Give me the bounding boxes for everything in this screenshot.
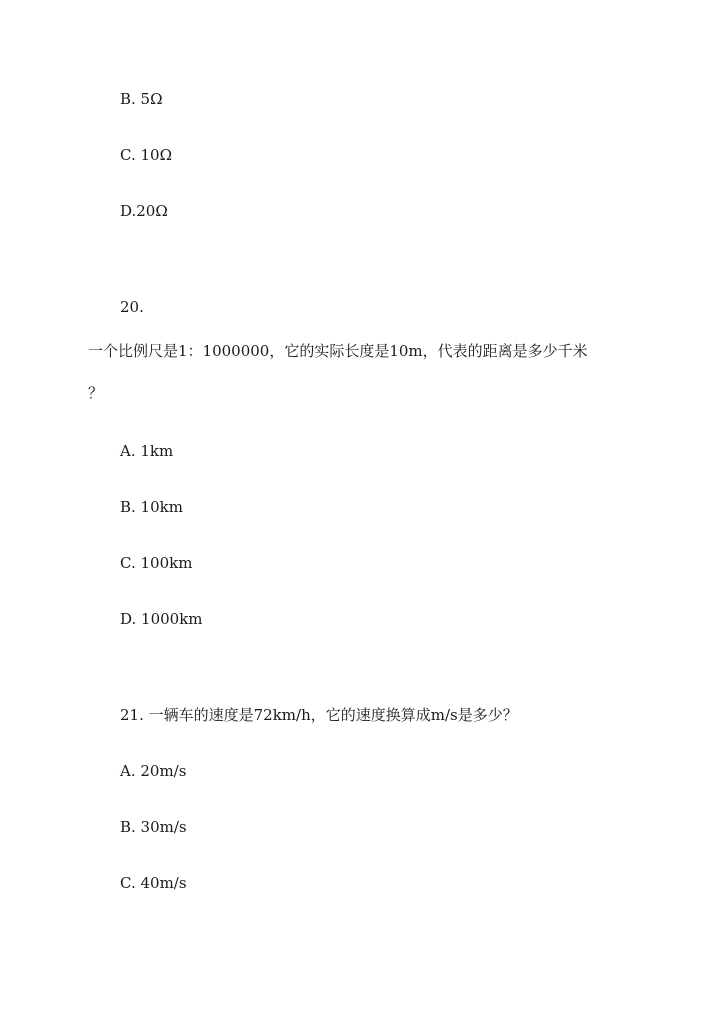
q19-option-b: B. 5Ω [120, 90, 163, 108]
q19-option-c: C. 10Ω [120, 146, 173, 164]
q21-option-c: C. 40m/s [120, 874, 187, 892]
q20-number: 20. [120, 298, 144, 316]
q20-option-c: C. 100km [120, 554, 193, 572]
q20-question-text: 一个比例尺是1：1000000，它的实际长度是10m，代表的距离是多少千米 [88, 342, 588, 360]
q19-option-d: D.20Ω [120, 202, 168, 220]
q20-question-text-cont: ？ [88, 384, 104, 402]
q21-option-a: A. 20m/s [120, 762, 187, 780]
q20-option-a: A. 1km [120, 442, 174, 460]
q21-question-text: 21. 一辆车的速度是72km/h，它的速度换算成m/s是多少？ [120, 706, 518, 724]
q20-option-b: B. 10km [120, 498, 183, 516]
q21-option-b: B. 30m/s [120, 818, 187, 836]
q20-option-d: D. 1000km [120, 610, 203, 628]
